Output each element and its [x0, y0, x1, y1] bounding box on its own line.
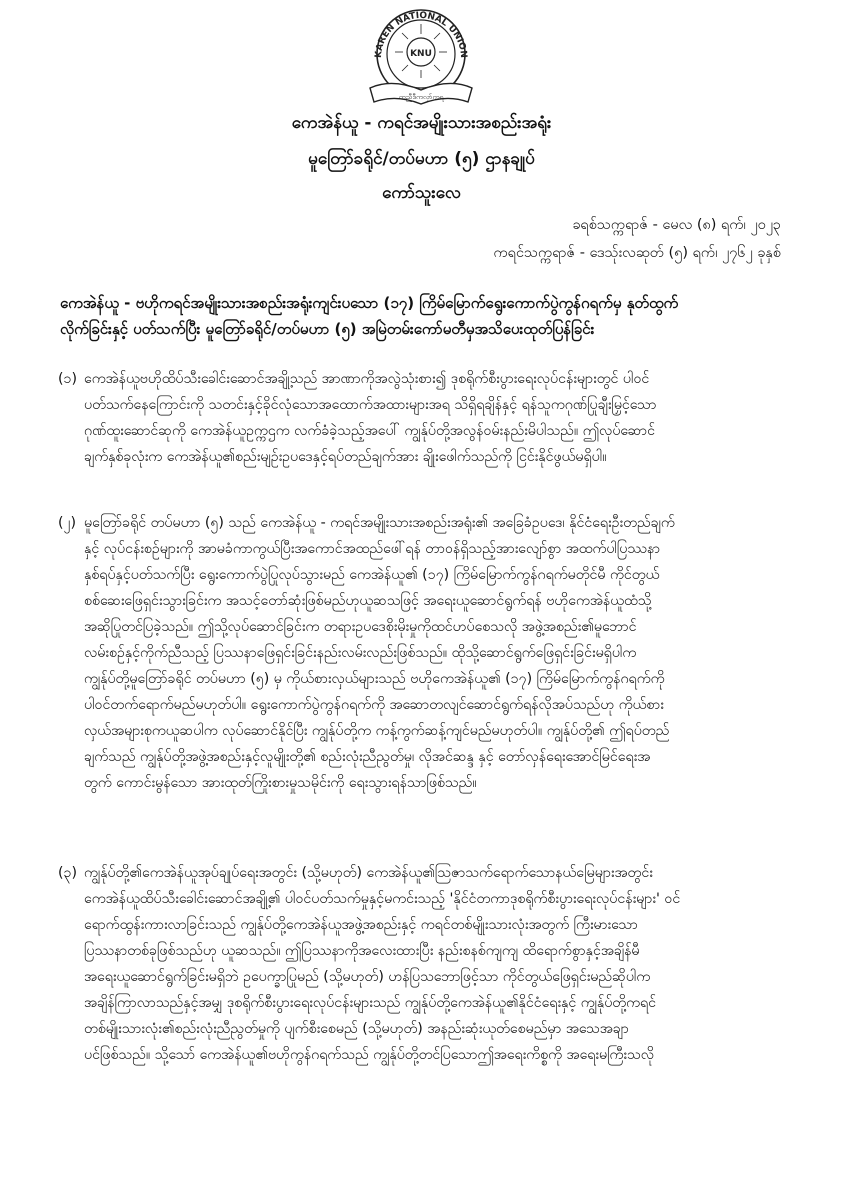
headquarters-title: မူတြော်ခရိုင်/တပ်မဟာ (၅) ဌာနချုပ်: [308, 149, 535, 169]
paragraph-line: ချက်သည် ကျွန်ုပ်တို့အဖွဲ့အစည်းနှင့်လူမျိုးတို့၏ စည်းလုံးညီညွတ်မှု၊ လိုအင်ဆန္ဒ နှင့် တော်လှန်ရေးအောင်မြင်ရေးအ: [84, 749, 651, 765]
paragraph-line: လမ်းစဉ်နှင့်ကိုက်ညီသည့် ပြဿနာဖြေရှင်းခြင်းနည်းလမ်းလည်းဖြစ်သည်။ ထိုသို့ဆောင်ရွက်ဖြေရှင်းခြင်းမရှိပါက: [84, 645, 637, 661]
organization-title: ကေအဲန်ယူ - ကရင်အမျိုးသားအစည်းအရုံး: [291, 113, 552, 133]
paragraph-number: (၃): [58, 865, 78, 881]
paragraph-number: (၂): [58, 515, 77, 531]
paragraph-line: စစ်ဆေးဖြေရှင်းသွားခြင်းက အသင့်တော်ဆုံးဖြစ်မည်ဟုယူဆသဖြင့် အရေးယူဆောင်ရွက်ရန် ဗဟိုကေအဲန်ယူထံသို့: [84, 593, 652, 609]
paragraph-line: မူတြော်ခရိုင် တပ်မဟာ (၅) သည် ကေအဲန်ယူ - ကရင်အမျိုးသားအစည်းအရုံး၏ အခြေခံဥပဒေ၊ နိုင်ငံရေးဦးတည်ချက်: [84, 515, 675, 531]
paragraph-line: တွက် ကောင်းမွန်သော အားထုတ်ကြိုးစားမှုသမိုင်းကို ရေးသွားရန်သာဖြစ်သည်။: [84, 775, 477, 791]
paragraph-line: ကျွန်ုပ်တို့၏ကေအဲန်ယူအုပ်ချုပ်ရေးအတွင်း (သို့မဟုတ်) ကေအဲန်ယူ၏ဩဇာသက်ရောက်သောနယ်မြေများအတွင်း: [84, 865, 653, 881]
paragraph-line: ချက်နှစ်ခုလုံးက ကေအဲန်ယူ၏စည်းမျဉ်းဥပဒေနှင့်ရပ်တည်ချက်အား ချိုးဖေါက်သည်ကို ငြင်းနိုင်ဖွယ်မရှိပါ။: [84, 449, 607, 465]
paragraph-line: ပြဿနာတစ်ခုဖြစ်သည်ဟု ယူဆသည်။ ဤပြဿနာကိုအလေးထားပြီး နည်းစနစ်ကျကျ ထိရောက်စွာနှင့်အချိန်မီ: [84, 943, 640, 959]
subject-line: ကေအဲန်ယူ - ဗဟိုကရင်အမျိုးသားအစည်းအရုံးကျင်းပသော (၁၇) ကြိမ်မြောက်ရွေးကောက်ပွဲကွန်ဂရက်မှ နုတ်ထွက်: [60, 294, 679, 312]
paragraph-line: လှယ်အများစုကယူဆပါက လုပ်ဆောင်နိုင်ပြီး ကျွန်ုပ်တို့က ကန့်ကွက်ဆန့်ကျင်မည်မဟုတ်ပါ။ ကျွန်ုပ်တို့၏ ဤရပ်တည်: [84, 723, 670, 739]
paragraph-line: ပတ်သက်နေကြောင်းကို သတင်းနှင့်ခိုင်လုံသောအထောက်အထားများအရ သိရှိရချိန်နှင့် ရန်သူကဂုဏ်ပြုချီးမြှင့်သော: [84, 397, 657, 413]
paragraph-line: [84, 1068, 792, 1094]
svg-text:KAREN NATIONAL UNION: KAREN NATIONAL UNION: [373, 10, 469, 59]
paragraph-line: ကျွန်ုပ်တို့မူတြော်ခရိုင် တပ်မဟာ (၅) မှ ကိုယ်စားလှယ်များသည် ဗဟိုကေအဲန်ယူ၏ (၁၇) ကြိမ်မြောက်ကွန်ဂရက်ကို: [84, 671, 665, 687]
subject-line: လိုက်ခြင်းနှင့် ပတ်သက်ပြီး မူတြော်ခရိုင်/တပ်မဟာ (၅) အမြဲတမ်းကော်မတီမှအသိပေးထုတ်ပြန်ခြင်း: [60, 320, 595, 338]
paragraph-line: နှစ်ရပ်နှင့်ပတ်သက်ပြီး ရွေးကောက်ပွဲပြုလုပ်သွားမည် ကေအဲန်ယူ၏ (၁၇) ကြိမ်မြောက်ကွန်ဂရက်မတိုင်မီ ကိုင်တွယ်: [84, 567, 660, 583]
paragraph-number: (၁): [58, 371, 78, 387]
paragraph-line: ကေအဲန်ယူဗဟိုထိပ်သီးခေါင်းဆောင်အချို့သည် အာဏာကိုအလွဲသုံးစား၍ ဒုစရိုက်စီးပွားရေးလုပ်ငန်းများတွင် ပါဝင်: [84, 371, 650, 387]
paragraph-line: ပင်ဖြစ်သည်။ သို့သော် ကေအဲန်ယူ၏ဗဟိုကွန်ဂရက်သည် ကျွန်ုပ်တို့တင်ပြသောဤအရေးကိစ္စကို အရေးမကြီးသလို: [84, 1047, 655, 1063]
karen-date: ကရင်သက္ကရာဇ် - ဒေသ်ုးလဆုတ် (၅) ရက်၊ ၂၇၆၂ ခုနှစ်: [493, 245, 781, 261]
paragraph-line: အဆိုပြုတင်ပြခဲ့သည်။ ဤသို့လုပ်ဆောင်ခြင်းက တရားဥပဒေစိုးမိုးမှုကိုထင်ဟပ်စေသလို အဖွဲ့အစည်း၏မူဘောင်: [84, 619, 637, 635]
paragraph-line: ရောက်ထွန်းကားလာခြင်းသည် ကျွန်ုပ်တို့ကေအဲန်ယူအဖွဲ့အစည်းနှင့် ကရင်တစ်မျိုးသားလုံးအတွက် ကြီးမားသော: [84, 917, 638, 933]
paragraph-line: အချိန်ကြာလာသည်နှင့်အမျှ ဒုစရိုက်စီးပွားရေးလုပ်ငန်းများသည် ကျွန်ုပ်တို့ကေအဲန်ယူ၏နိုင်ငံရေးနှင့် ကျွန်ုပ်တို့ကရင်: [84, 995, 657, 1011]
statement-subject: [60, 290, 788, 342]
location-title: ကော်သူးလေ: [382, 183, 461, 203]
knu-seal-logo: [362, 4, 480, 112]
paragraph-line: ကေအဲန်ယူထိပ်သီးခေါင်းဆောင်အချို့၏ ပါဝင်ပတ်သက်မှုနှင့်မကင်းသည့် 'နိုင်ငံတကာဒုစရိုက်စီးပွားရေးလုပ်ငန်းများ' ဝင်: [84, 891, 681, 907]
gregorian-date: ခရစ်သက္ကရာဇ် - မေလ (၈) ရက်၊ ၂၀၂၃: [572, 217, 781, 233]
paragraph-line: နှင့် လုပ်ငန်းစဉ်များကို အာမခံကာကွယ်ပြီးအကောင်အထည်ဖေါ်ရန် တာဝန်ရှိသည့်အားလျော်စွာ အထက်ပါပြဿနာ: [84, 541, 661, 557]
paragraph-line: ပါဝင်တက်ရောက်မည်မဟုတ်ပါ။ ရွေးကောက်ပွဲကွန်ဂရက်ကို အဆောတလျင်ဆောင်ရွက်ရန်လိုအပ်သည်ဟု ကိုယ်စား: [84, 697, 664, 713]
svg-text:KNU: KNU: [410, 49, 432, 59]
paragraph-line: တစ်မျိုးသားလုံး၏စည်းလုံးညီညွတ်မှုကို ပျက်စီးစေမည် (သို့မဟုတ်) အနည်းဆုံးယုတ်စေမည်မှာ အသေအချာ: [84, 1021, 629, 1037]
paragraph-line: [84, 796, 792, 822]
svg-text:ကညီဒီကလုာ်ကရ: ကညီဒီကလုာ်ကရ: [398, 93, 444, 101]
paragraph-line: ဂုဏ်ထူးဆောင်ဆုကို ကေအဲန်ယူဥက္ကဌက လက်ခံခဲ့သည့်အပေါ် ကျွန်ုပ်တို့အလွန်ဝမ်းနည်းမိပါသည်။ ဤလုပ်ဆောင်: [84, 423, 656, 439]
paragraph-line: အရေးယူဆောင်ရွက်ခြင်းမရှိဘဲ ဥပေက္ခာပြုမည် (သို့မဟုတ်) ဟန်ပြသဘောဖြင့်သာ ကိုင်တွယ်ဖြေရှင်းမည်ဆိုပါက: [84, 969, 651, 985]
